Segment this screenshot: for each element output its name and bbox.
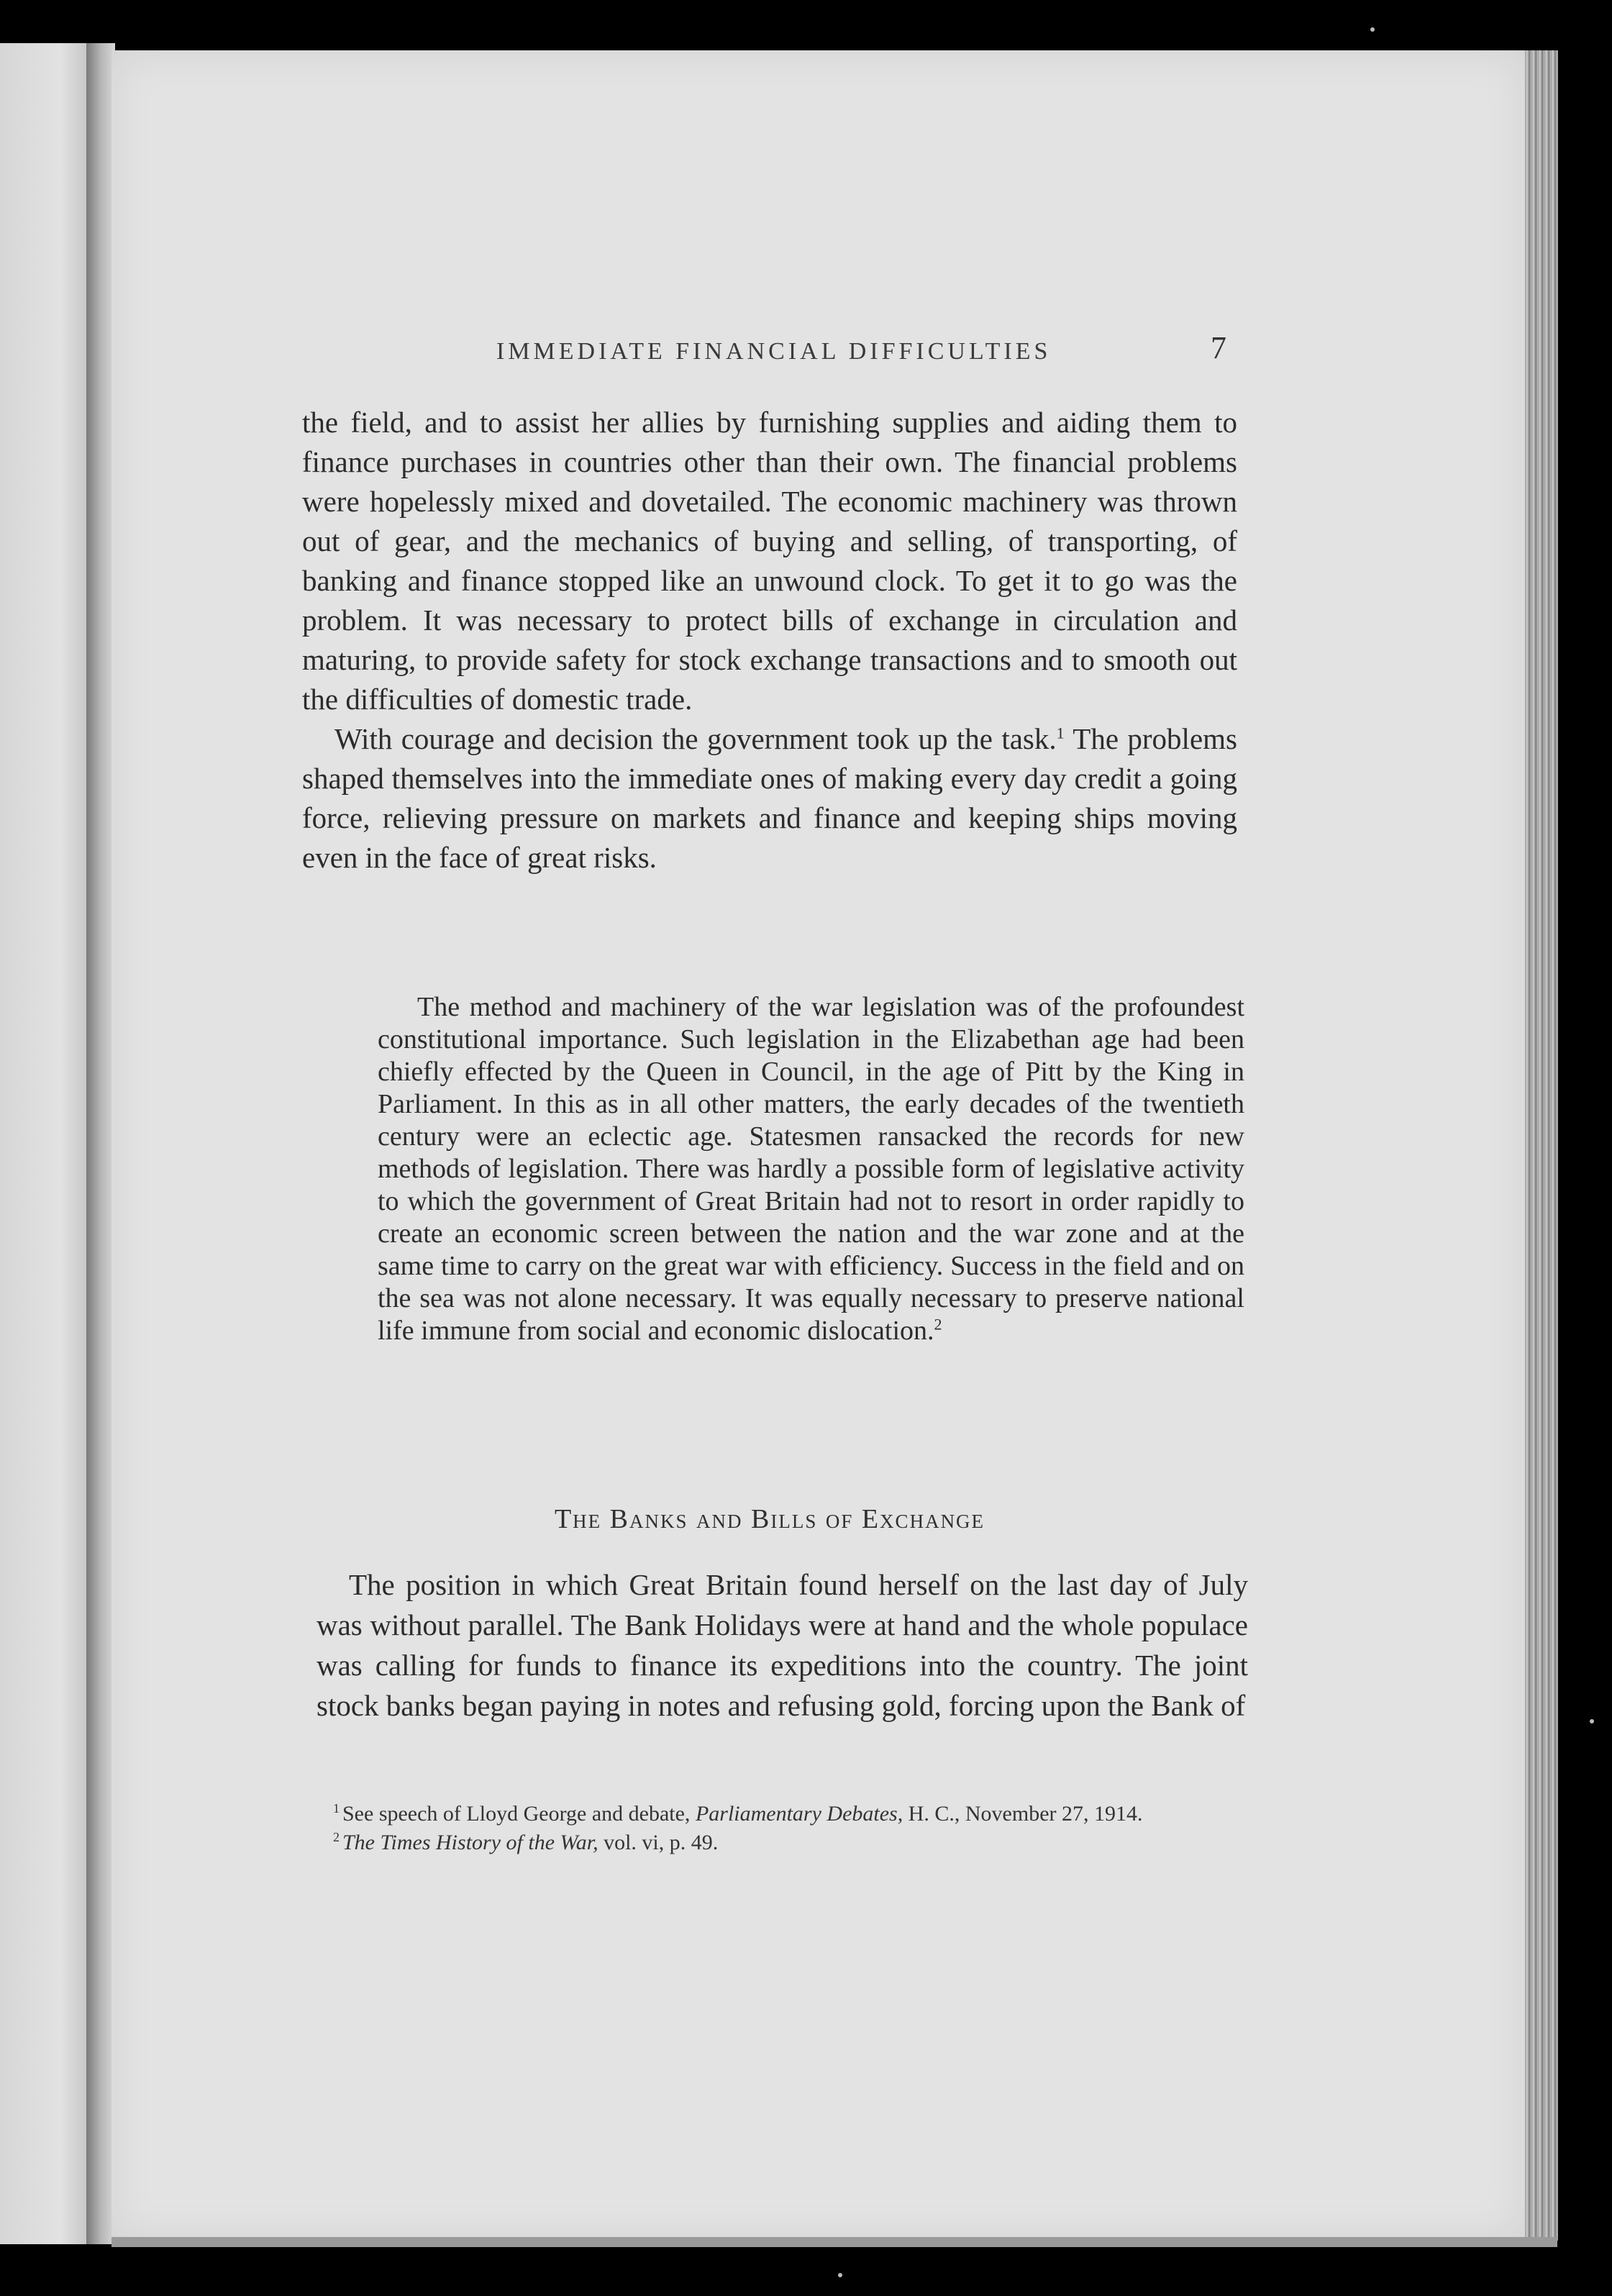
footnote-ref-2: 2: [934, 1315, 942, 1334]
section-heading: The Banks and Bills of Exchange: [554, 1504, 985, 1534]
paragraph-2: [302, 719, 1237, 878]
footnote-italic-title: Parliamentary Debates,: [695, 1802, 903, 1826]
footnotes: [320, 1797, 1248, 1854]
book-gutter: [86, 43, 115, 2244]
block-quote: [378, 991, 1244, 1347]
dust-speck: [838, 2273, 842, 2277]
paragraph-2-continued: The problems shaped themselves into the immediate ones of making every day credit a going force, relieving pressure on markets and finance and keeping ships moving even in the face of great risks.: [302, 722, 1237, 874]
running-head: IMMEDIATE FINANCIAL DIFFICULTIES: [496, 338, 1052, 365]
bottom-page-edge: [111, 2237, 1557, 2247]
paragraph-1: the field, and to assist her allies by furnishing supplies and aiding them to finance purchases in countries other than their own. The financial problems were hopelessly mixed and dovetailed. The economic machinery was thrown out of gear, and the mechanics of buying and selling, of transporting, of banking and finance stopped like an unwound clock. To get it to go was the problem. It was necessary to protect bills of exchange in circulation and maturing, to provide safety for stock exchange transactions and to smooth out the difficulties of domestic trade.: [302, 406, 1237, 716]
body-text-upper: [302, 403, 1237, 878]
footnote-text-after: H. C., November 27, 1914.: [903, 1802, 1143, 1826]
quote-text: The method and machinery of the war legislation was of the profoundest constitutional importance. Such legislation in the Elizabethan age had been chiefly effected by the Queen in Council, in the age of Pitt by the King in Parliament. In this as in all other matters, the early decades of the twentieth century were an eclectic age. Statesmen ransacked the records for new methods of legislation. There was hardly a possible form of legislative activity to which the government of Great Britain had not to resort in order rapidly to create an economic screen between the nation and the war zone and at the same time to carry on the great war with efficiency. Success in the field and on the sea was not alone necessary. It was equally necessary to preserve national life immune from social and economic dislocation.: [378, 992, 1244, 1346]
footnote-text-after: vol. vi, p. 49.: [598, 1831, 719, 1854]
footnote-2: [320, 1826, 1248, 1854]
footnote-ref-1: 1: [1056, 724, 1065, 742]
body-text-lower: [317, 1564, 1248, 1726]
footnote-number: 2: [333, 1830, 340, 1844]
dust-speck: [1370, 27, 1375, 32]
paragraph-2-text: With courage and decision the government took up the task.: [334, 722, 1057, 755]
left-page-edge: [0, 43, 101, 2244]
quote-paragraph: [378, 991, 1244, 1347]
footnote-text: See speech of Lloyd George and debate,: [342, 1802, 696, 1826]
footnote-number: 1: [333, 1801, 340, 1816]
footnote-1: [320, 1797, 1248, 1826]
right-page-edge: [1525, 50, 1558, 2241]
paragraph-3: The position in which Great Britain found herself on the last day of July was without parallel. The Bank Holidays were at hand and the whole populace was calling for funds to finance its expeditions into the country. The joint stock banks began paying in notes and refusing gold, forcing upon the Bank of: [317, 1568, 1248, 1722]
footnote-italic-title: The Times History of the War,: [342, 1831, 598, 1854]
dust-speck: [1590, 1719, 1594, 1723]
page-number: 7: [1211, 330, 1226, 365]
